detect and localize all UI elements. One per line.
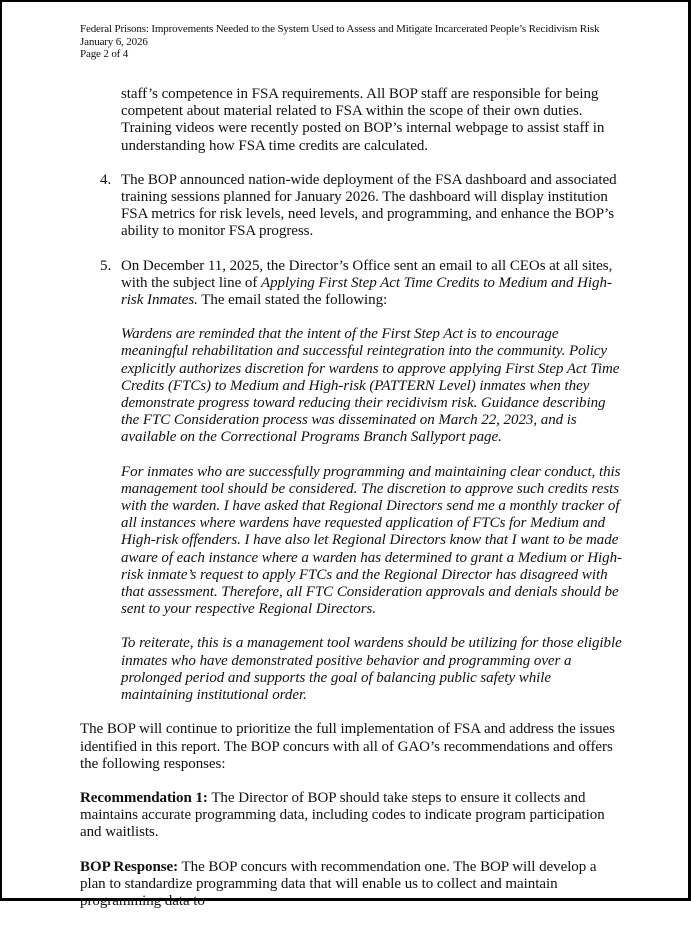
header-title: Federal Prisons: Improvements Needed to the System Used to Assess and Mitigate Incarcerated People’s Recidivism Risk: [80, 23, 600, 35]
continuation-paragraph: staff’s competence in FSA requirements. All BOP staff are responsible for being competent about material related to FSA within the scope of their own duties. Training videos were recently posted on BOP’s internal webpage to assist staff in understanding how FSA time credits are calculated.: [121, 86, 605, 154]
list-item-text: The BOP announced nation-wide deployment of the FSA dashboard and associated training sessions planned for January 2026. The dashboard will display institution FSA metrics for risk levels, need levels, and programming, and enhance the BOP’s ability to monitor FSA progress.: [121, 171, 617, 240]
header-date: January 6, 2026: [80, 35, 148, 48]
list-item-5: [80, 258, 620, 310]
header-page-number: Page 2 of 4: [80, 48, 129, 60]
bop-response-1: [80, 859, 620, 911]
email-quote-paragraph: For inmates who are successfully programming and maintaining clear conduct, this management tool should be considered. The discretion to approve such credits rests with the warden. I have asked that Regional Directors send me a monthly tracker of all instances where wardens have requested application of FTCs for Medium and High-risk offenders. I have also let Regional Directors know that I want to be made aware of each instance where a warden has determined to grant a Medium or High-risk inmate’s request to apply FTCs and the Regional Director has disagreed with that assessment. Therefore, all FTC Consideration approvals and denials should be sent to your respective Regional Directors.: [121, 463, 622, 618]
email-quote-paragraph: To reiterate, this is a management tool wardens should be utilizing for those eligible inmates who have demonstrated positive behavior and programming over a prolonged period and supports the goal of balancing public safety while maintaining institutional order.: [121, 635, 622, 704]
recommendation-1: [80, 790, 620, 842]
summary-paragraph: The BOP will continue to prioritize the full implementation of FSA and address the issues identified in this report. The BOP concurs with all of GAO’s recommendations and offers the following responses:: [80, 721, 615, 772]
document-body: [80, 86, 620, 927]
list-item-text-before: On December 11, 2025, the Director’s Office sent an email to all CEOs at all sites, with the subject line of: [121, 257, 613, 291]
recommendation-label: Recommendation 1:: [80, 789, 208, 806]
list-number: 5.: [100, 257, 112, 274]
email-subject: Applying First Step Act Time Credits to Medium and High-risk Inmates.: [121, 274, 612, 309]
response-text: The BOP concurs with recommendation one. The BOP will develop a plan to standardize programming data that will enable us to collect and maintain programming data to: [80, 858, 597, 909]
recommendation-text: The Director of BOP should take steps to ensure it collects and maintains accurate programming data, including codes to indicate program participation and waitlists.: [80, 789, 605, 841]
list-number: 4.: [100, 171, 112, 188]
email-quote-paragraph: Wardens are reminded that the intent of the First Step Act is to encourage meaningful rehabilitation and successful reintegration into the community. Policy explicitly authorizes discretion for wardens to approve applying First Step Act Time Credits (FTCs) to Medium and High-risk (PATTERN Level) inmates when they demonstrate progress toward reducing their recidivism risk. Guidance describing the FTC Consideration process was disseminated on March 22, 2023, and is available on the Correctional Programs Branch Sallyport page.: [121, 326, 620, 446]
page-header: [80, 23, 599, 61]
response-label: BOP Response:: [80, 858, 179, 875]
list-item-4: [80, 172, 620, 241]
list-item-text-after: The email stated the following:: [197, 292, 388, 309]
